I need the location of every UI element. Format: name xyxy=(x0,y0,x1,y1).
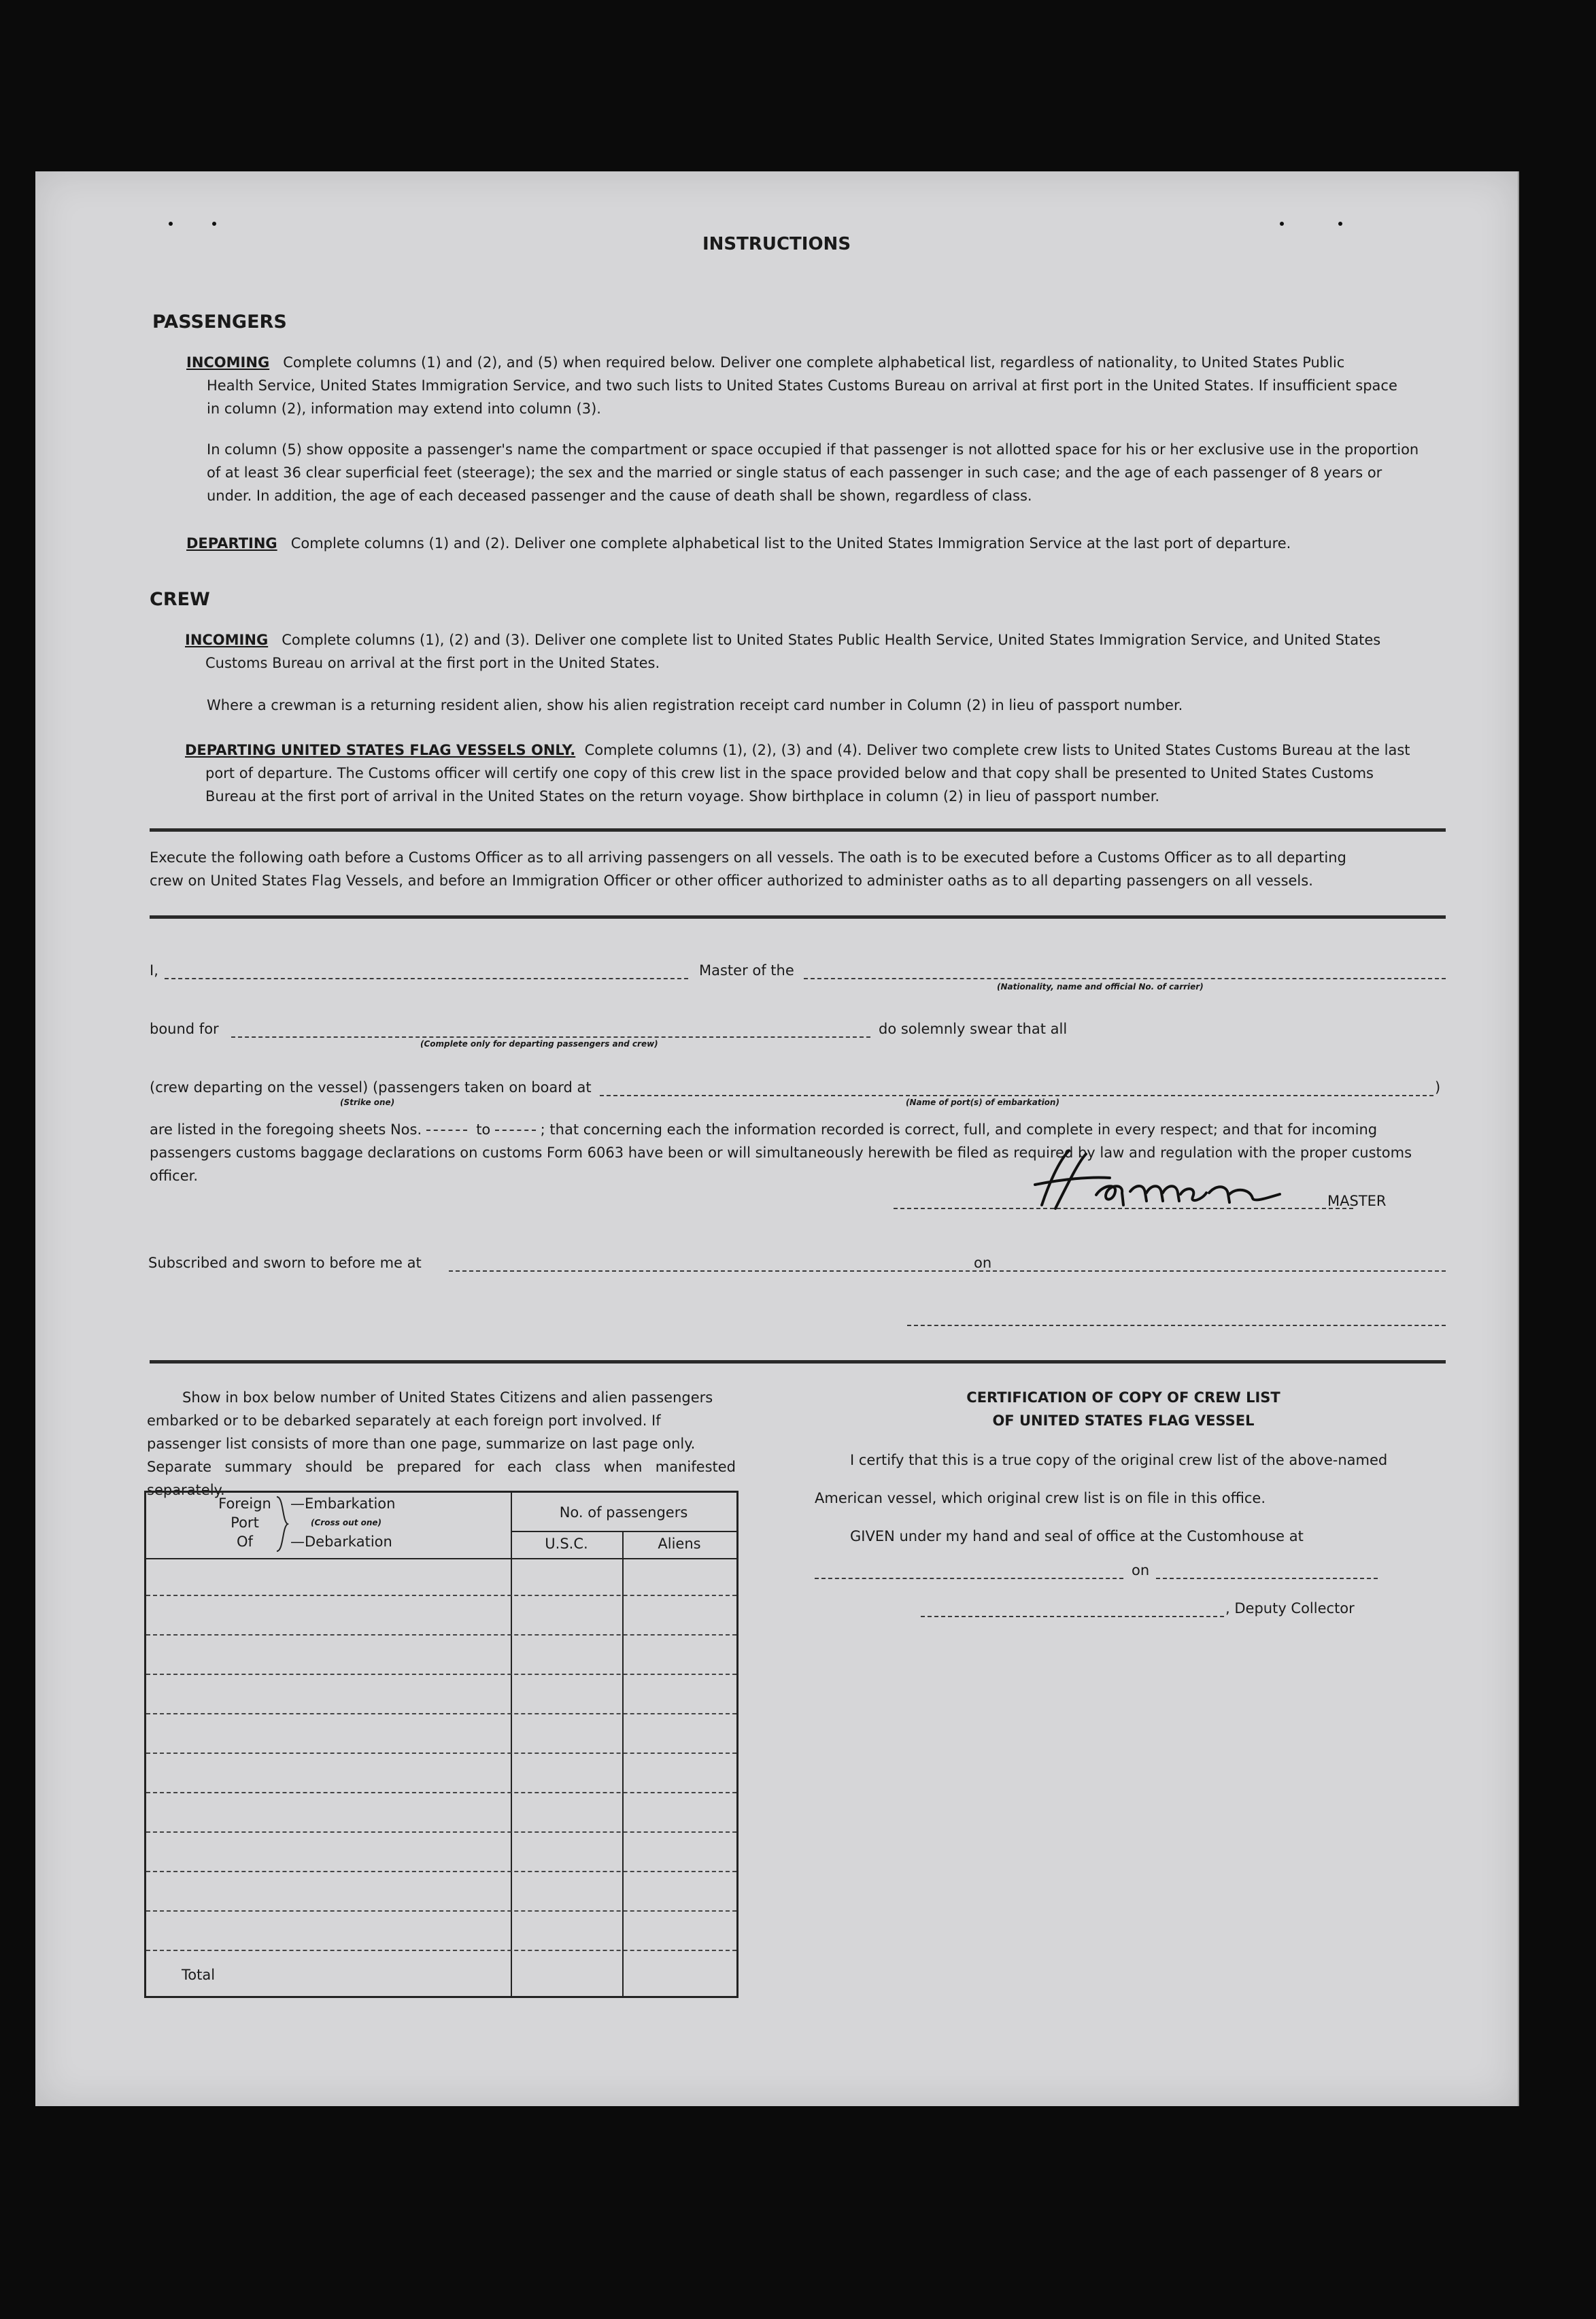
table-row[interactable] xyxy=(146,1753,736,1754)
divider xyxy=(150,828,1446,832)
deputy-signature-field[interactable] xyxy=(921,1616,1224,1617)
handwritten-signature xyxy=(1015,1144,1300,1219)
crew-incoming-label: INCOMING xyxy=(185,632,269,648)
crew-departing-text: port of departure. The Customs officer will certify one copy of this crew list in the space provided below and that copy shall be presented to United States Customs xyxy=(205,765,1374,781)
embarkation-label: —Embarkation xyxy=(290,1495,396,1512)
crew-incoming-text: Complete columns (1), (2) and (3). Deliver one complete list to United States Public Health Service, United States Immigration Service, and United States xyxy=(282,632,1381,648)
column-divider xyxy=(511,1493,512,1996)
oath-intro xyxy=(150,846,1446,892)
officer-signature-field[interactable] xyxy=(907,1325,1446,1326)
aliens-header: Aliens xyxy=(658,1536,701,1552)
crew-departing-label: (crew departing on the vessel) (passengers taken on board at xyxy=(150,1079,592,1096)
embarkation-block xyxy=(290,1494,395,1551)
port-label: Port xyxy=(231,1514,259,1531)
column5-text: of at least 36 clear superficial feet (steerage); the sex and the married or single status of each passenger in such case; and the age of each passenger of 8 years or xyxy=(207,464,1382,481)
summary-text: passenger list consists of more than one page, summarize on last page only. xyxy=(147,1436,696,1452)
certification-heading-line: CERTIFICATION OF COPY OF CREW LIST xyxy=(966,1389,1280,1406)
summary-text: Separate summary should be prepared for each class when manifested separately. xyxy=(147,1459,736,1498)
summary-instructions xyxy=(147,1386,736,1502)
embarkation-port-field[interactable] xyxy=(600,1095,1433,1096)
passengers-departing-block xyxy=(186,532,1444,555)
punch-dot xyxy=(1338,222,1342,226)
master-name-field[interactable] xyxy=(165,978,688,979)
port-note: (Name of port(s) of embarkation) xyxy=(906,1098,1059,1107)
passengers-incoming-block xyxy=(186,351,1444,420)
bound-for-label: bound for xyxy=(150,1021,219,1037)
table-row[interactable] xyxy=(146,1713,736,1714)
summary-text: embarked or to be debarked separately at each foreign port involved. If xyxy=(147,1412,661,1429)
punch-dot xyxy=(1280,222,1284,226)
crew-departing-block xyxy=(185,739,1444,808)
passengers-heading: PASSENGERS xyxy=(152,311,287,333)
sworn-date-field[interactable] xyxy=(1000,1270,1446,1272)
certification-text: American vessel, which original crew list is on file in this office. xyxy=(815,1490,1266,1506)
debarkation-label: —Debarkation xyxy=(290,1534,392,1550)
table-row[interactable] xyxy=(146,1634,736,1636)
oath-intro-text: crew on United States Flag Vessels, and before an Immigration Officer or other officer authorized to administer oaths as to all departing passengers on all vessels. xyxy=(150,873,1313,889)
certification-text: GIVEN under my hand and seal of office at the Customhouse at xyxy=(850,1528,1304,1544)
crew-incoming-text: Customs Bureau on arrival at the first port in the United States. xyxy=(205,655,660,671)
table-row[interactable] xyxy=(146,1950,736,1951)
to-label: to xyxy=(476,1121,491,1138)
departing-label: DEPARTING xyxy=(186,535,277,552)
incoming-label: INCOMING xyxy=(186,354,270,371)
certification-text: I certify that this is a true copy of the original crew list of the above-named xyxy=(850,1452,1388,1468)
foreign-port-of-label xyxy=(214,1494,275,1551)
incoming-text: Complete columns (1) and (2), and (5) when required below. Deliver one complete alphabetical list, regardless of nationality, to United States Public xyxy=(283,354,1345,371)
brace-icon xyxy=(274,1495,290,1555)
table-row[interactable] xyxy=(146,1792,736,1793)
punch-dot xyxy=(212,222,216,226)
master-label: MASTER xyxy=(1327,1193,1387,1209)
crew-departing-text: Complete columns (1), (2), (3) and (4). Deliver two complete crew lists to United States Customs Bureau at the last xyxy=(584,742,1410,758)
column5-text: In column (5) show opposite a passenger's name the compartment or space occupied if that passenger is not allotted space for his or her exclusive use in the proportion xyxy=(207,441,1419,458)
sheet-to-field[interactable] xyxy=(495,1130,536,1131)
of-label: Of xyxy=(237,1534,253,1550)
complete-note: (Complete only for departing passengers and crew) xyxy=(420,1039,658,1049)
foreign-label: Foreign xyxy=(218,1495,271,1512)
sworn-place-field[interactable] xyxy=(449,1270,997,1272)
certification-heading-line: OF UNITED STATES FLAG VESSEL xyxy=(992,1412,1255,1429)
swear-text: do solemnly swear that all xyxy=(879,1021,1068,1037)
cert-on-label: on xyxy=(1132,1562,1150,1578)
column5-text: under. In addition, the age of each deceased passenger and the cause of death shall be shown, regardless of class. xyxy=(207,488,1032,504)
crew-heading: CREW xyxy=(150,589,210,610)
close-paren: ) xyxy=(1435,1079,1441,1096)
strike-note: (Strike one) xyxy=(340,1098,395,1107)
table-row[interactable] xyxy=(146,1674,736,1675)
summary-text: Show in box below number of United States Citizens and alien passengers xyxy=(182,1389,713,1406)
sheets-text: passengers customs baggage declarations on customs Form 6063 have been or will simultaneously herewith be filed as required by law and regulation with the proper customs xyxy=(150,1145,1412,1161)
table-row[interactable] xyxy=(146,1910,736,1912)
divider xyxy=(150,1360,1446,1364)
table-row[interactable] xyxy=(146,1595,736,1596)
bound-for-field[interactable] xyxy=(231,1036,870,1038)
page-title: INSTRUCTIONS xyxy=(702,234,851,254)
sheets-text: officer. xyxy=(150,1168,198,1184)
deputy-label: , Deputy Collector xyxy=(1225,1600,1355,1616)
nationality-note: (Nationality, name and official No. of carrier) xyxy=(997,982,1204,992)
no-of-passengers-header: No. of passengers xyxy=(559,1504,688,1521)
sheet-from-field[interactable] xyxy=(426,1130,467,1131)
column5-block xyxy=(207,438,1444,507)
column-divider xyxy=(622,1531,624,1996)
usc-header: U.S.C. xyxy=(545,1536,588,1552)
subscribed-label: Subscribed and sworn to before me at xyxy=(148,1255,422,1271)
certification-heading xyxy=(783,1386,1463,1432)
sheets-text: ; that concerning each the information recorded is correct, full, and complete in every respect; and that for incoming xyxy=(540,1121,1378,1138)
incoming-text: Health Service, United States Immigration Service, and two such lists to United States Customs Bureau on arrival at first port in the United States. If insufficient space xyxy=(207,377,1397,394)
table-row[interactable] xyxy=(146,1831,736,1833)
incoming-text: in column (2), information may extend into column (3). xyxy=(207,401,601,417)
crew-incoming-block xyxy=(185,628,1444,675)
oath-intro-text: Execute the following oath before a Customs Officer as to all arriving passengers on all vessels. The oath is to be executed before a Customs Officer as to all departing xyxy=(150,849,1346,866)
punch-dot xyxy=(169,222,173,226)
carrier-field[interactable] xyxy=(804,978,1446,979)
header-divider xyxy=(146,1558,736,1559)
on-label: on xyxy=(974,1255,992,1271)
sheets-label: are listed in the foregoing sheets Nos. xyxy=(150,1121,422,1138)
passenger-summary-table xyxy=(144,1491,738,1998)
crew-departing-text: Bureau at the first port of arrival in the United States on the return voyage. Show birthplace in column (2) in lieu of passport number. xyxy=(205,788,1160,805)
i-label: I, xyxy=(150,962,158,979)
crew-departing-label: DEPARTING UNITED STATES FLAG VESSELS ONLY. xyxy=(185,742,576,758)
divider xyxy=(150,915,1446,919)
crew-resident-text: Where a crewman is a returning resident alien, show his alien registration receipt card number in Column (2) in lieu of passport number. xyxy=(207,697,1183,713)
master-of-the-label: Master of the xyxy=(699,962,794,979)
total-label: Total xyxy=(182,1967,216,1983)
cert-date-field[interactable] xyxy=(1156,1578,1378,1579)
customhouse-field[interactable] xyxy=(815,1578,1123,1579)
departing-text: Complete columns (1) and (2). Deliver one complete alphabetical list to the United States Immigration Service at the last port of departure. xyxy=(290,535,1291,552)
table-row[interactable] xyxy=(146,1871,736,1872)
cross-out-note: (Cross out one) xyxy=(311,1518,382,1527)
